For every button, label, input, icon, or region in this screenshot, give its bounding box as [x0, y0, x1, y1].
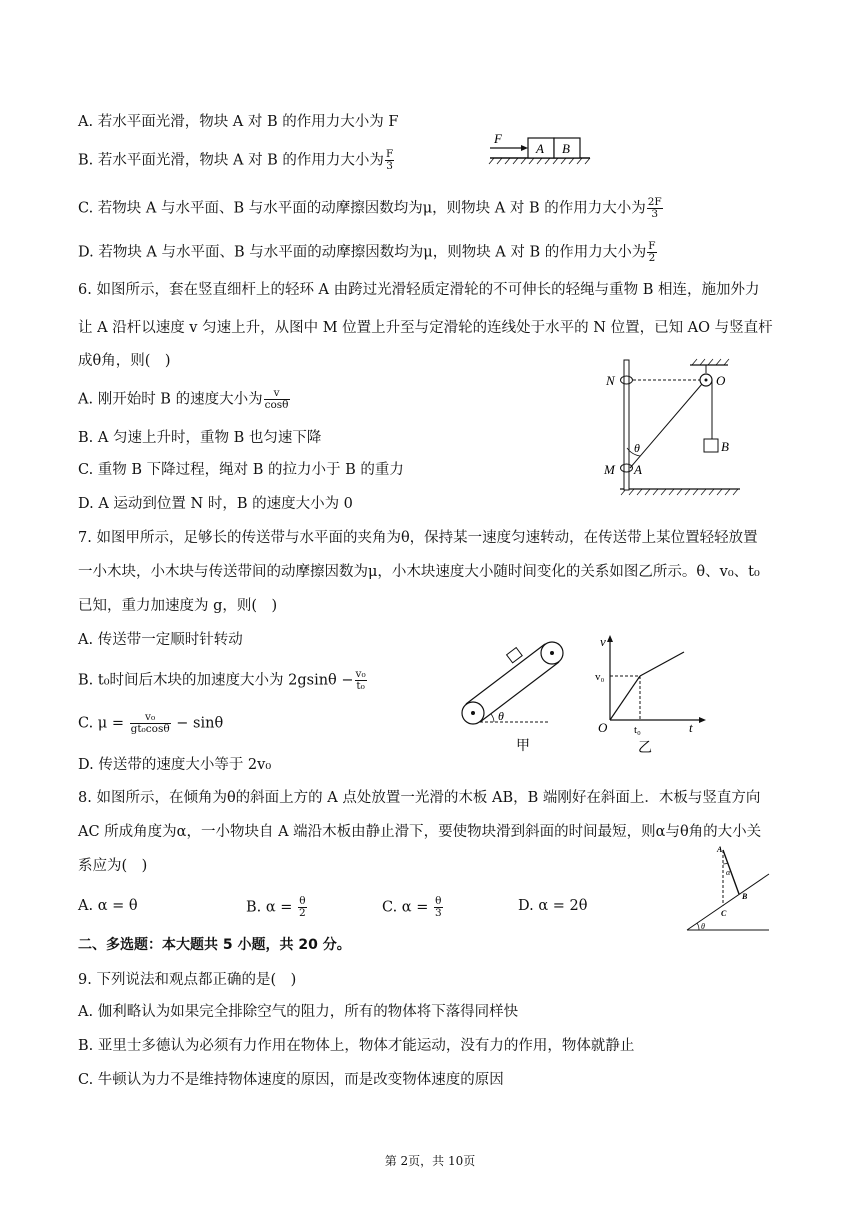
- q5-option-c: C. 若物块 A 与水平面、B 与水平面的动摩擦因数均为μ，则物块 A 对 B 的作用力大小为 $\frac{2F}{3}$: [78, 196, 662, 220]
- q9-option-b: B. 亚里士多德认为必须有力作用在物体上，物体才能运动，没有力的作用，物体就静止: [78, 1038, 635, 1054]
- q8-option-c: C. α = $\frac{\theta}{3}$: [382, 895, 442, 919]
- section-header: 二、多选题：本大题共 5 小题，共 20 分。: [78, 937, 351, 953]
- q6-option-d: D. A 运动到位置 N 时，B 的速度大小为 0: [78, 496, 353, 512]
- fraction: $\frac{F}{3}$: [385, 148, 394, 172]
- q5-option-b: B. 若水平面光滑，物块 A 对 B 的作用力大小为 $\frac{F}{3}$: [78, 148, 394, 172]
- label-n: N: [606, 373, 615, 388]
- label-origin: O: [598, 720, 608, 735]
- fraction: $\frac{\text{v₀}}{\text{gt₀cosθ}}$: [130, 711, 170, 735]
- q8-stem-line1: 8. 如图所示，在倾角为θ的斜面上方的 A 点处放置一光滑的木板 AB，B 端刚好在斜面上．木板与竖直方向: [78, 790, 761, 806]
- label-theta: θ: [634, 441, 640, 455]
- label-theta: θ: [498, 709, 504, 723]
- label-a: A: [634, 462, 642, 477]
- label-theta: θ: [701, 922, 705, 931]
- label-o: O: [716, 373, 726, 388]
- q8-stem-line2: AC 所成角度为α，一小物块自 A 端沿木板由静止滑下，要使物块滑到斜面的时间最短，则α与θ角的大小关: [78, 824, 762, 840]
- label-b: B: [721, 439, 729, 454]
- fraction: $\frac{\theta}{3}$: [434, 895, 442, 919]
- fraction: $\frac{v}{\cos\theta}$: [264, 387, 289, 411]
- label-yi: 乙: [638, 741, 652, 756]
- q6-stem-line1: 6. 如图所示，套在竖直细杆上的轻环 A 由跨过光滑轻质定滑轮的不可伸长的轻绳与重物 B 相连，施加外力: [78, 282, 760, 298]
- q7-vt-graph: [592, 630, 710, 758]
- q7-option-a: A. 传送带一定顺时针转动: [78, 632, 243, 648]
- label-c: C: [721, 909, 727, 918]
- small-block: [507, 648, 523, 663]
- q9-stem: 9. 下列说法和观点都正确的是( ): [78, 972, 297, 988]
- q6-stem-line2: 让 A 沿杆以速度 v 匀速上升，从图中 M 位置上升至与定滑轮的连线处于水平的 N 位置，已知 AO 与竖直杆: [78, 320, 773, 336]
- fraction: $\frac{\theta}{2}$: [299, 895, 306, 919]
- vt-segment-1: [610, 676, 640, 720]
- q6-stem-line3: 成θ角，则( ): [78, 353, 171, 369]
- fraction: $\frac{\text{v₀}}{\text{t₀}}$: [355, 668, 366, 692]
- label-a: A: [717, 845, 723, 854]
- q6-option-a: A. 刚开始时 B 的速度大小为 $\frac{v}{\cos\theta}$: [78, 387, 289, 411]
- q9-option-a: A. 伽利略认为如果完全排除空气的阻力，所有的物体将下落得同样快: [78, 1004, 519, 1020]
- q8-option-d: D. α = 2θ: [518, 898, 588, 914]
- incline: [687, 874, 769, 930]
- label-t: t: [689, 720, 693, 735]
- fraction: $\frac{2F}{3}$: [647, 196, 662, 220]
- q8-option-b: B. α = $\frac{\theta}{2}$: [246, 895, 306, 919]
- q5-blocks-figure: [486, 128, 596, 168]
- weight-b: [704, 439, 718, 452]
- q6-option-c: C. 重物 B 下降过程，绳对 B 的拉力小于 B 的重力: [78, 462, 404, 478]
- q7-option-b: B. t₀时间后木块的加速度大小为 2gsinθ − $\frac{\text{v₀}}{\text{t₀}}$: [78, 668, 366, 692]
- label-m: M: [604, 462, 615, 477]
- q8-option-a: A. α = θ: [78, 898, 138, 914]
- label-alpha: α: [726, 868, 731, 877]
- force-label: F: [494, 131, 502, 146]
- q7-option-d: D. 传送带的速度大小等于 2v₀: [78, 757, 272, 773]
- q8-incline-figure: [683, 842, 775, 934]
- vt-segment-2: [640, 652, 684, 676]
- q6-option-b: B. A 匀速上升时，重物 B 也匀速下降: [78, 430, 322, 446]
- q5-option-a: A. 若水平面光滑，物块 A 对 B 的作用力大小为 F: [78, 114, 399, 130]
- vertical-rod: [624, 360, 629, 490]
- q7-stem-line3: 已知，重力加速度为 g，则( ): [78, 598, 278, 614]
- label-t0: t₀: [634, 724, 641, 736]
- label-v: v: [600, 634, 606, 649]
- q7-stem-line1: 7. 如图甲所示，足够长的传送带与水平面的夹角为θ，保持某一速度匀速转动，在传送带上某位置轻轻放置: [78, 530, 758, 546]
- block-a-label: A: [536, 141, 544, 156]
- q7-conveyor-figure: [456, 638, 576, 758]
- q5-option-d: D. 若物块 A 与水平面、B 与水平面的动摩擦因数均为μ，则物块 A 对 B 的作用力大小为 $\frac{F}{2}$: [78, 240, 656, 264]
- fraction: $\frac{F}{2}$: [648, 240, 656, 264]
- label-jia: 甲: [516, 739, 530, 754]
- label-b: B: [742, 892, 748, 901]
- label-v0: v₀: [595, 671, 605, 683]
- q7-option-c: C. μ = $\frac{\text{v₀}}{\text{gt₀cosθ}}$ − sinθ: [78, 711, 224, 735]
- q8-stem-line3: 系应为( ): [78, 858, 148, 874]
- q9-option-c: C. 牛顿认为力不是维持物体速度的原因，而是改变物体速度的原因: [78, 1072, 504, 1088]
- page-footer: 第 2页，共 10页: [384, 1154, 476, 1168]
- block-b-label: B: [562, 141, 570, 156]
- rope-ao: [630, 384, 702, 468]
- q7-stem-line2: 一小木块，小木块与传送带间的动摩擦因数为μ，小木块速度大小随时间变化的关系如图乙所示。θ、v₀、t₀: [78, 564, 760, 580]
- q6-pulley-figure: [600, 356, 745, 496]
